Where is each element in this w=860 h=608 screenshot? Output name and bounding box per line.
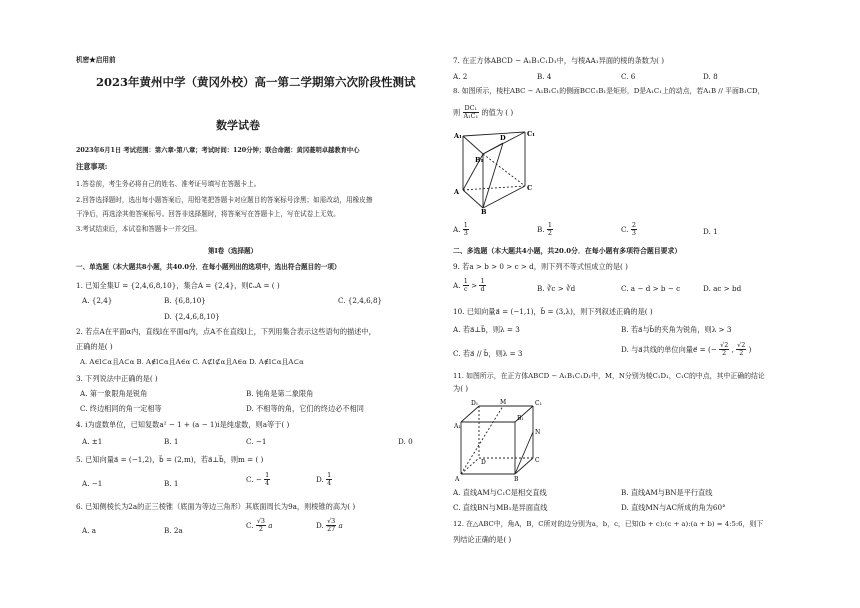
q6-option-d: D. $\frac{√3}{27}$ a	[316, 517, 343, 533]
q8-option-b: B. $\frac{1}{2}$	[537, 221, 552, 237]
q1-option-c: C. {2,4,6,8}	[338, 296, 383, 305]
note-item: 2.回答选择题时，选出每小题答案后，用铅笔把答题卡对应题目的答案标号涂黑；如需改动，用橡皮擦	[76, 196, 373, 204]
q7-option-c: C. 6	[621, 72, 636, 81]
q1-option-d: D. {2,4,6,8,10}	[164, 312, 220, 321]
q4-option-c: C. −1	[246, 437, 267, 446]
fig-label: N	[535, 429, 541, 436]
fraction-numerator: 1	[547, 221, 552, 229]
section-title-multi: 二、多选题（本大题共4小题，共20.0分．在每小题有多项符合题目要求）	[453, 247, 682, 255]
fraction-numerator: 1	[327, 471, 332, 479]
q5-option-b: B. 1	[164, 479, 179, 488]
fig-label: D	[500, 134, 506, 142]
q7-option-a: A. 2	[453, 72, 468, 81]
q7-stem: 7. 在正方体ABCD − A₁B₁C₁D₁中，与棱AA₁异面的棱的条数为( )	[453, 56, 665, 65]
q10-option-a: A. 若a⃗⊥b⃗，则λ = 3	[453, 325, 520, 334]
q5-option-c: C. − $\frac{1}{4}$	[246, 471, 270, 487]
fraction-denominator: 3	[463, 229, 468, 237]
q11-option-d: D. 直线MN与AC所成的角为60°	[621, 503, 726, 512]
fraction-denominator: d	[480, 285, 485, 293]
fig-label: B	[481, 208, 487, 216]
fig-label: C	[535, 457, 540, 464]
fig-label: M	[500, 399, 507, 406]
q9-option-b: B. ∛c > ∛d	[537, 284, 576, 293]
q7-option-b: B. 4	[537, 72, 552, 81]
q3-stem: 3. 下列说法中正确的是( )	[76, 374, 158, 383]
note-item: 3.考试结束后，本试卷和答题卡一并交回。	[76, 225, 201, 233]
fig-label: A	[455, 476, 460, 483]
q11-option-c: C. 直线BN与MB₁是异面直线	[453, 503, 548, 512]
q8-stem: 8. 如图所示，棱柱ABC − A₁B₁C₁的侧面BCC₁B₁是矩形，D是A₁C₁上的动点，若A₁B // 平面B₁CD，	[453, 87, 765, 95]
q7-option-d: D. 8	[703, 72, 718, 81]
fraction-numerator: 1	[265, 471, 270, 479]
q8-stem-2: 则 $\frac{\text{DC₁}}{\text{A₁C₁}}$ 的值为 ( )	[453, 104, 514, 120]
q4-option-b: B. 1	[164, 437, 179, 446]
subject-title: 数学试卷	[216, 119, 260, 132]
fraction-denominator: 4	[327, 479, 332, 487]
fig-label: C₁	[527, 130, 536, 138]
fig-label: D₁	[471, 400, 479, 407]
fraction-denominator: 2	[547, 229, 552, 237]
q3-option-a: A. 第一象限角是锐角	[80, 389, 148, 398]
q2-options: A. A∈l⊂α且A⊂α B. A∉l⊂α且A∈α C. A⊄l⊄α且A∈α D. A∉l⊂α且A⊂α	[80, 358, 304, 366]
fraction-numerator: 2	[631, 221, 636, 229]
q4-option-d: D. 0	[398, 437, 413, 446]
note-item: 干净后，再选涂其他答案标号。回答非选择题时，将答案写在答题卡上，写在试卷上无效。	[76, 210, 340, 218]
fraction-denominator: A₁C₁	[463, 112, 479, 120]
q1-option-a: A. {2,4}	[82, 296, 113, 305]
fraction-numerator: √2	[720, 341, 729, 349]
volume-title: 第I卷（选择题）	[208, 247, 258, 255]
fig-label: B₁	[517, 415, 524, 422]
q4-stem: 4. i为虚数单位，已知复数a² − 1 + (a − 1)i是纯虚数，则a等于( )	[76, 420, 290, 429]
q10-option-c: C. 若a⃗ // b⃗，则λ = 3	[453, 349, 523, 358]
fraction-numerator: 1	[463, 277, 468, 285]
notes-title: 注意事项:	[76, 162, 108, 171]
q1-stem: 1. 已知全集U = {2,4,6,8,10}，集合A = {2,4}，则∁ᵤA = ( )	[76, 281, 280, 290]
q6-option-c: C. $\frac{√3}{2}$ a	[246, 517, 273, 533]
q9-option-c: C. a − d > b − c	[621, 284, 681, 293]
exam-title: 2023年黄州中学（黄冈外校）高一第二学期第六次阶段性测试	[96, 75, 416, 89]
fig-label: D	[481, 459, 486, 466]
q2-stem-2: 正确的是( )	[76, 342, 113, 351]
q8-option-a: A. $\frac{1}{3}$	[453, 221, 468, 237]
q10-stem: 10. 已知向量a⃗ = (−1,1)，b⃗ = (3,λ)，则下列叙述正确的是( )	[453, 307, 653, 316]
fig-label: A₁	[454, 132, 462, 140]
q5-stem: 5. 已知向量a⃗ = (−1,2)，b⃗ = (2,m)，若a⃗⊥b⃗，则m = ( )	[76, 455, 264, 464]
fig-label: B₁	[475, 156, 484, 164]
q10-option-d: D. 与a⃗共线的单位向量e⃗ = (− $\frac{√2}{2}$ , $\frac{√2}{2}$ )	[621, 341, 752, 357]
q3-option-b: B. 钝角是第二象限角	[246, 389, 314, 398]
fraction-numerator: √3	[256, 517, 265, 525]
fraction-numerator: √2	[737, 341, 746, 349]
q8-option-d: D. 1	[703, 227, 718, 236]
q2-stem: 2. 若点A在平面α内，直线l在平面α内，点A不在直线l上，下列用集合表示这些语句的描述中，	[76, 327, 376, 336]
confidential-label: 机密★启用前	[76, 56, 116, 64]
q11-option-b: B. 直线AM与BN是平行直线	[621, 488, 713, 497]
fraction-numerator: 1	[463, 221, 468, 229]
q10-option-b: B. 若a⃗与b⃗的夹角为锐角，则λ > 3	[621, 325, 732, 334]
fig-label: A₁	[454, 423, 461, 430]
q11-stem-2: 为( )	[453, 384, 469, 393]
fraction-numerator: √3	[327, 517, 336, 525]
q3-option-c: C. 终边相同的角一定相等	[80, 404, 162, 413]
q11-stem: 11. 如图所示，在正方体ABCD − A₁B₁C₁D₁中，M，N分别为棱C₁D₁，C₁C的中点，其中正确的结论	[453, 372, 765, 380]
q9-option-d: D. ac > bd	[703, 284, 742, 293]
q9-stem: 9. 若a > b > 0 > c > d，则下列不等式恒成立的是( )	[453, 262, 628, 271]
fraction-numerator: 1	[480, 277, 485, 285]
q11-cube-figure	[455, 398, 547, 482]
q8-prism-figure	[453, 128, 535, 214]
fig-label: A	[454, 188, 460, 196]
exam-meta: 2023年6月1日 考试范围：第六章-第八章；考试时间：120分钟；联合命题：黄冈菱明卓越教育中心	[76, 147, 360, 154]
q9-option-a: A. $\frac{1}{c}$ > $\frac{1}{d}$	[453, 277, 485, 293]
section-title-single: 一、单选题（本大题共8小题，共40.0分．在每小题列出的选项中，选出符合题目的一项）	[76, 263, 341, 271]
q6-option-a: A. a	[82, 526, 97, 535]
fig-label: C	[527, 184, 533, 192]
note-item: 1.答卷前，考生务必将自己的姓名、准考证号填写在答题卡上。	[76, 180, 261, 188]
fig-label: C₁	[535, 400, 542, 407]
fraction-denominator: 2	[722, 349, 727, 357]
fraction-denominator: 27	[327, 525, 336, 533]
fraction-denominator: 4	[265, 479, 270, 487]
fraction-denominator: c	[464, 285, 468, 293]
q4-option-a: A. ±1	[82, 437, 103, 446]
q11-option-a: A. 直线AM与C₁C是相交直线	[453, 488, 547, 497]
q8-option-c: C. $\frac{2}{3}$	[621, 221, 636, 237]
fraction-denominator: 2	[739, 349, 744, 357]
fraction-numerator: DC₁	[463, 105, 480, 113]
q1-option-b: B. {6,8,10}	[164, 296, 206, 305]
fraction-denominator: 2	[258, 525, 263, 533]
q5-option-a: A. −1	[82, 479, 103, 488]
q12-stem-2: 列结论正确的是( )	[453, 535, 512, 544]
q12-stem: 12. 在△ABC中，角A，B，C所对的边分别为a，b，c，已知(b + c):(c + a):(a + b) = 4:5:6，则下	[453, 520, 764, 528]
fig-label: B	[514, 476, 519, 483]
q6-option-b: B. 2a	[164, 526, 183, 535]
q5-option-d: D. $\frac{1}{4}$	[316, 471, 332, 487]
q6-stem: 6. 已知侧棱长为2a的正三棱锥（底面为等边三角形）其底面周长为9a，则棱锥的高为( )	[76, 502, 356, 511]
q3-option-d: D. 不相等的角，它们的终边必不相同	[246, 404, 364, 413]
fraction-denominator: 3	[631, 229, 636, 237]
